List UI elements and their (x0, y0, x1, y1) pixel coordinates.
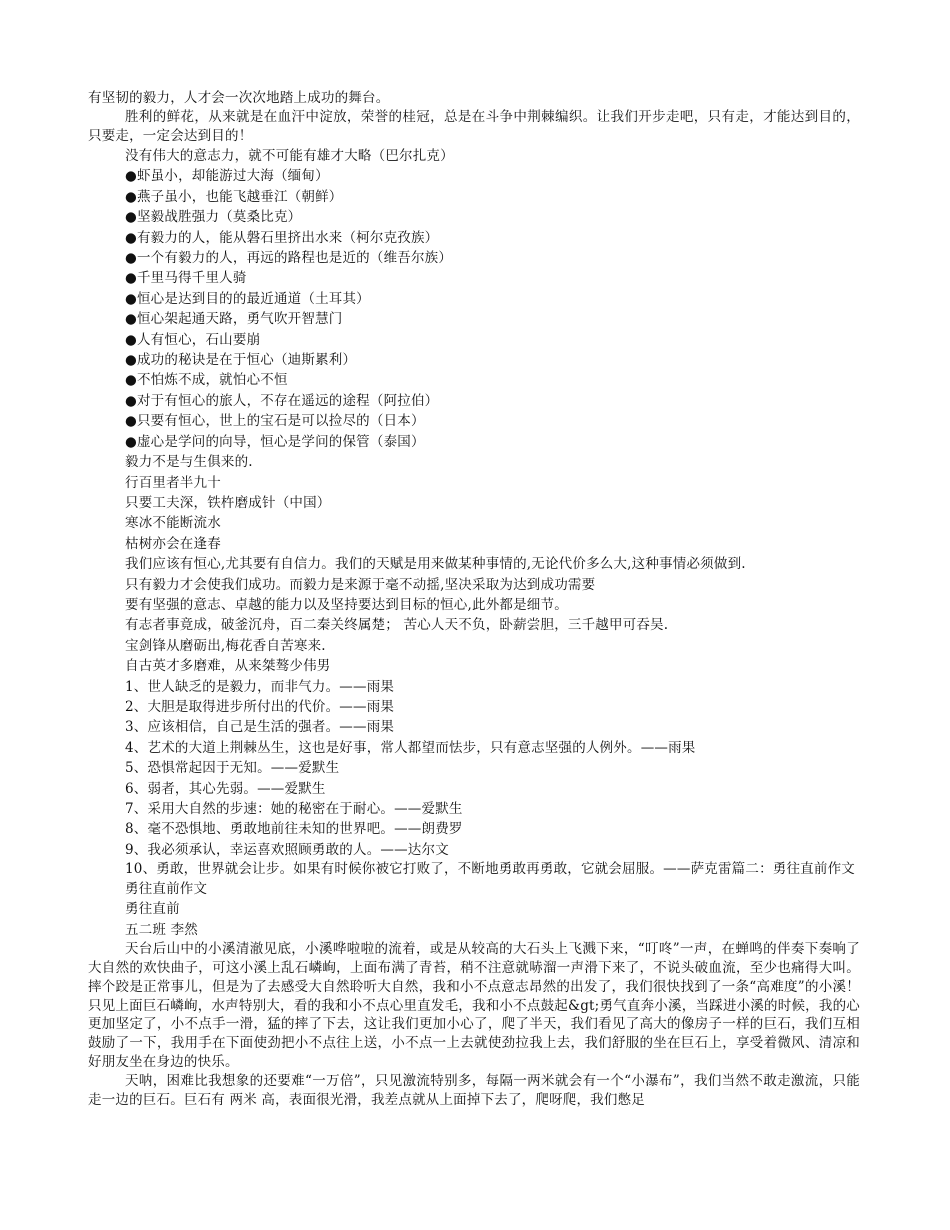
essay-author: 五二班 李然 (125, 921, 198, 938)
document-page (88, 88, 860, 1109)
text-line: 有坚韧的毅力，人才会一次次地踏上成功的舞台。 (88, 90, 390, 106)
text-line: 要有坚强的意志、卓越的能力以及坚持要达到目标的恒心,此外都是细节。 (125, 596, 568, 613)
numbered-quote: 8、毫不恐惧地、勇敢地前往未知的世界吧。——朗费罗 (125, 821, 463, 838)
proverb-item: ●人有恒心，石山要崩 (125, 331, 261, 348)
proverb-item: ●只要有恒心，世上的宝石是可以捡尽的（日本） (125, 413, 425, 430)
text-line: 宝剑锋从磨砺出,梅花香自苦寒来. (125, 637, 326, 654)
numbered-quote: 2、大胆是取得进步所付出的代价。——雨果 (125, 698, 395, 715)
text-line: 毅力不是与生俱来的. (125, 454, 253, 471)
proverb-item: ●恒心架起通天路，勇气吹开智慧门 (125, 311, 343, 328)
proverb-item: ●成功的秘诀是在于恒心（迪斯累利） (125, 352, 357, 369)
proverb-item: ●燕子虽小，也能飞越垂江（朝鲜） (125, 188, 343, 205)
proverb-item: ●对于有恒心的旅人，不存在遥远的途程（阿拉伯） (125, 392, 439, 409)
text-line: 我们应该有恒心,尤其要有自信力。我们的天赋是用来做某种事情的,无论代价多么大,这种事情必须做到. (125, 556, 746, 573)
proverb-item: ●一个有毅力的人，再远的路程也是近的（维吾尔族） (125, 250, 453, 267)
text-line: 只要工夫深，铁杵磨成针（中国） (125, 494, 331, 511)
proverb-item: ●虚心是学问的向导，恒心是学问的保管（泰国） (125, 433, 425, 450)
numbered-quote: 7、采用大自然的步速：她的秘密在于耐心。——爱默生 (125, 801, 463, 817)
proverb-item: ●有毅力的人，能从磐石里挤出水来（柯尔克孜族） (125, 229, 439, 246)
numbered-quote: 5、恐惧常起因于无知。——爱默生 (125, 760, 340, 777)
essay-paragraph-2: 天呐，困难比我想象的还要难“一万倍”，只见激流特别多，每隔一两米就会有一个“小瀑布”，我们当然不敢走激流，只能走一边的巨石。巨石有 两米 高，表面很光滑，我差点就从上面掉下去了，爬呀爬，我们憋足 (88, 1072, 860, 1108)
text-line: 自古英才多磨难，从来桀骜少伟男 (125, 658, 331, 675)
proverb-item: ●坚毅战胜强力（莫桑比克） (125, 209, 302, 226)
essay-subtitle: 勇往直前 (125, 901, 180, 918)
paragraph-victory: 胜利的鲜花，从来就是在血汗中淀放，荣誉的桂冠，总是在斗争中荆棘编织。让我们开步走吧，只有走，才能达到目的，只要走，一定会达到目的！ (88, 109, 860, 145)
text-line: 没有伟大的意志力，就不可能有雄才大略（巴尔扎克） (125, 148, 454, 164)
numbered-quote: 3、应该相信，自己是生活的强者。——雨果 (125, 719, 395, 736)
numbered-quote: 1、世人缺乏的是毅力，而非气力。——雨果 (125, 678, 395, 695)
essay-heading (88, 879, 860, 940)
text-line: 行百里者半九十 (125, 474, 221, 491)
text-line: 有志者事竟成，破釜沉舟，百二秦关终属楚； 苦心人天不负，卧薪尝胆，三千越甲可吞吴. (125, 617, 669, 634)
text-line: 枯树亦会在逢春 (125, 535, 221, 552)
essay-paragraph-1: 天台后山中的小溪清澈见底，小溪哗啦啦的流着，或是从较高的大石头上飞溅下来，“叮咚”一声，在蝉鸣的伴奏下奏响了大自然的欢快曲子，可这小溪上乱石嶙峋，上面布满了青苔，稍不注意就哧溜一声滑下来了，不说头破血流，至少也痛得大叫。摔个跤是正常事儿，但是为了去感受大自然聆听大自然，我和小不点意志昂然的出发了，我们很快找到了一条“高难度”的小溪！只见上面巨石嶙峋，水声特别大，看的我和小不点心里直发毛，我和小不点鼓起&gt;勇气直奔小溪，当踩进小溪的时候，我的心更加坚定了，小不点手一滑，猛的摔了下去，这让我们更加小心了，爬了半天，我们看见了高大的像房子一样的巨石，我们互相鼓励了一下，我用手在下面使劲把小不点往上送，小不点一上去就使劲拉我上去，我们舒服的坐在巨石上，享受着微风、清凉和好朋友坐在身边的快乐。 (88, 941, 860, 1071)
essay-title: 勇往直前作文 (125, 881, 208, 898)
proverb-item: ●恒心是达到目的的最近通道（土耳其） (125, 290, 370, 307)
quote-list (88, 146, 860, 860)
numbered-quote: 6、弱者，其心先弱。——爱默生 (125, 780, 326, 797)
text-line: 寒冰不能断流水 (125, 515, 221, 532)
proverb-item: ●虾虽小，却能游过大海（缅甸） (125, 168, 329, 185)
numbered-quote: 4、艺术的大道上荆棘丛生，这也是好事，常人都望而怯步，只有意志坚强的人例外。——雨果 (125, 739, 696, 756)
numbered-quote: 9、我必须承认，幸运喜欢照顾勇敢的人。——达尔文 (125, 841, 449, 858)
proverb-item: ●不怕炼不成，就怕心不恒 (125, 372, 288, 389)
proverb-item: ●千里马得千里人骑 (125, 270, 247, 287)
numbered-quote-ten: 10、勇敢，世界就会让步。如果有时候你被它打败了，不断地勇敢再勇敢，它就会屈服。——萨克雷篇二：勇往直前作文 (125, 861, 855, 878)
text-line: 只有毅力才会使我们成功。而毅力是来源于毫不动摇,坚决采取为达到成功需要 (125, 576, 596, 593)
